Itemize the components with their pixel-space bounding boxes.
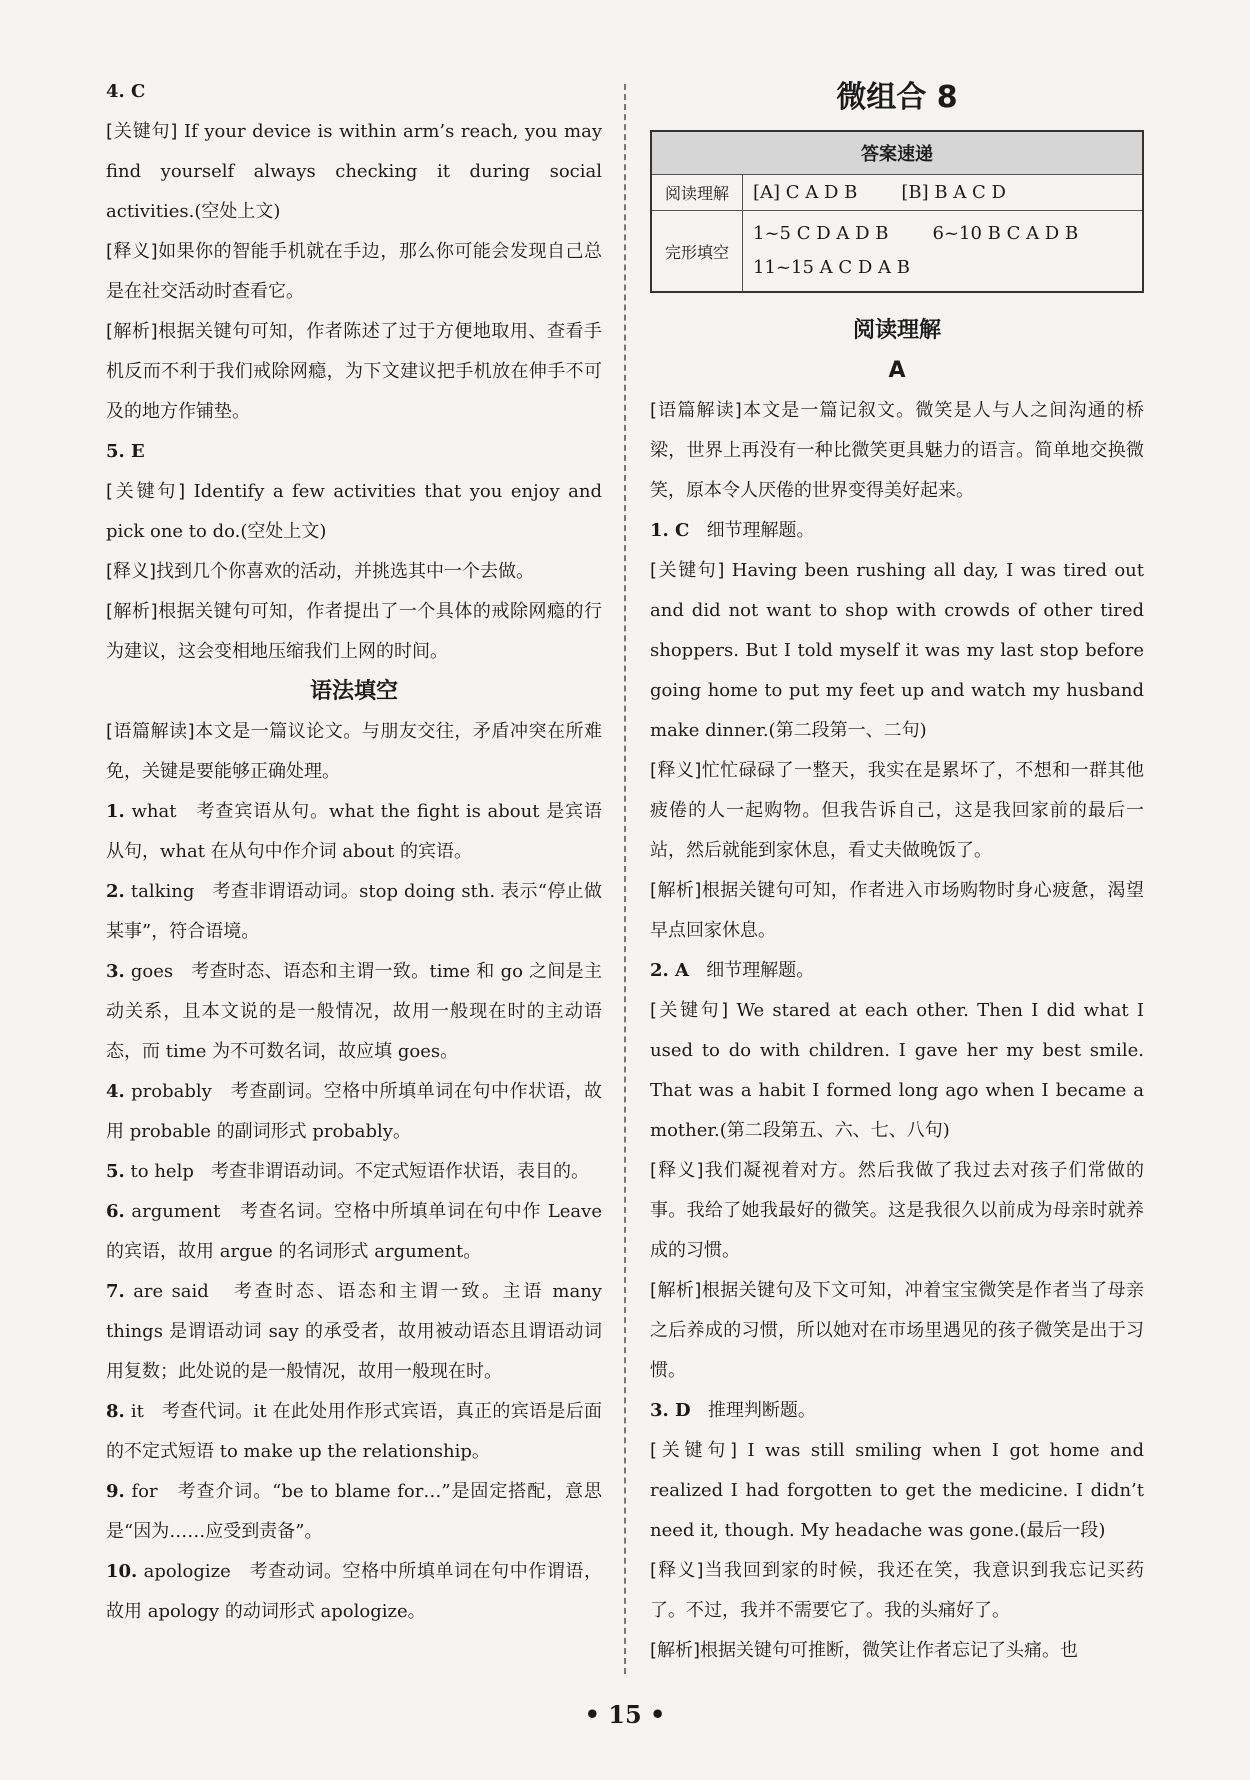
q2-title: 2. A 细节理解题。: [650, 960, 815, 981]
row-label-reading: 阅读理解: [651, 175, 743, 211]
grammar-passage-reading: [语篇解读]本文是一篇议论文。与朋友交往，矛盾冲突在所难免，关键是要能够正确处理。: [106, 721, 603, 782]
q1-analysis: [解析]根据关键句可知，作者进入市场购物时身心疲惫，渴望早点回家休息。: [650, 880, 1144, 941]
grammar-item: 4. probably 考查副词。空格中所填单词在句中作状语，故用 probable 的副词形式 probably。: [106, 1081, 603, 1142]
q1-title: 1. C 细节理解题。: [650, 520, 815, 541]
grammar-item: 8. it 考查代词。it 在此处用作形式宾语，真正的宾语是后面的不定式短语 to make up the relationship。: [106, 1401, 602, 1462]
q3-title: 3. D 推理判断题。: [650, 1400, 816, 1421]
q1-translation: [释义]忙忙碌碌了一整天，我实在是累坏了，不想和一群其他疲倦的人一起购物。但我告诉自己，这是我回家前的最后一站，然后就能到家休息，看丈夫做晚饭了。: [650, 760, 1144, 861]
q5-key-sentence: [关键句] Identify a few activities that you enjoy and pick one to do.(空处上文): [106, 481, 603, 542]
table-row: [651, 211, 1143, 293]
q4-key-sentence: [关键句] If your device is within arm’s reach, you may find yourself always checking it during social activities.(空处上文): [106, 121, 603, 222]
answer-table-header: 答案速递: [651, 131, 1143, 175]
q2-translation: [释义]我们凝视着对方。然后我做了我过去对孩子们常做的事。我给了她我最好的微笑。这是我很久以前成为母亲时就养成的习惯。: [650, 1160, 1145, 1261]
q2-analysis: [解析]根据关键句及下文可知，冲着宝宝微笑是作者当了母亲之后养成的习惯，所以她对在市场里遇见的孩子微笑是出于习惯。: [650, 1280, 1144, 1381]
grammar-item: 7. are said 考查时态、语态和主谓一致。主语 many things 是谓语动词 say 的承受者，故用被动语态且谓语动词用复数；此处说的是一般情况，故用一般现在时。: [106, 1281, 602, 1382]
grammar-item: 10. apologize 考查动词。空格中所填单词在句中作谓语，故用 apology 的动词形式 apologize。: [106, 1561, 603, 1622]
q2-key-sentence: [关键句] We stared at each other. Then I did what I used to do with children. I gave her my best smile. That was a habit I formed long ago when I became a mother.(第二段第五、六、七、八句): [650, 1000, 1144, 1141]
answer-table: [650, 130, 1144, 293]
passage-a-heading: A: [888, 358, 906, 383]
cloze-answers: 1~5 C D A D B 6~10 B C A D B 11~15 A C D A B: [743, 211, 1144, 293]
reading-heading: 阅读理解: [852, 318, 941, 343]
q5-title: 5. E: [106, 441, 145, 462]
q4-title: 4. C: [106, 81, 146, 102]
grammar-heading: 语法填空: [309, 679, 398, 704]
right-column: [650, 72, 1144, 1671]
grammar-item: 5. to help 考查非谓语动词。不定式短语作状语，表目的。: [106, 1161, 590, 1182]
q1-key-sentence: [关键句] Having been rushing all day, I was tired out and did not want to shop with crowds of other tired shoppers. But I told myself it was my last stop before going home to put my feet up and watch my husband make dinner.(第二段第一、二句): [650, 560, 1145, 741]
q5-translation: [释义]找到几个你喜欢的活动，并挑选其中一个去做。: [106, 561, 535, 582]
column-divider: [624, 84, 626, 1674]
grammar-item: 9. for 考查介词。“be to blame for…”是固定搭配，意思是“因为……应受到责备”。: [106, 1481, 602, 1542]
q4-analysis: [解析]根据关键句可知，作者陈述了过于方便地取用、查看手机反而不利于我们戒除网瘾，为下文建议把手机放在伸手不可及的地方作铺垫。: [106, 321, 603, 422]
passage-reading: [语篇解读]本文是一篇记叙文。微笑是人与人之间沟通的桥梁，世界上再没有一种比微笑更具魅力的语言。简单地交换微笑，原本令人厌倦的世界变得美好起来。: [650, 400, 1145, 501]
q3-key-sentence: [关键句] I was still smiling when I got home and realized I had forgotten to get the medicine. I didn’t need it, though. My headache was gone.(最后一段): [650, 1440, 1145, 1541]
q4-translation: [释义]如果你的智能手机就在手边，那么你可能会发现自己总是在社交活动时查看它。: [106, 241, 603, 302]
grammar-item: 6. argument 考查名词。空格中所填单词在句中作 Leave 的宾语，故用 argue 的名词形式 argument。: [106, 1201, 602, 1262]
reading-answers: [A] C A D B [B] B A C D: [743, 175, 1144, 211]
grammar-item: 3. goes 考查时态、语态和主谓一致。time 和 go 之间是主动关系，且本文说的是一般情况，故用一般现在时的主动语态，而 time 为不可数名词，故应填 goes。: [106, 961, 603, 1062]
page-number: • 15 •: [584, 1700, 666, 1729]
section-title: 微组合 8: [836, 80, 958, 115]
q3-translation: [释义]当我回到家的时候，我还在笑，我意识到我忘记买药了。不过，我并不需要它了。我的头痛好了。: [650, 1560, 1145, 1621]
left-column: [106, 72, 602, 1632]
q3-analysis: [解析]根据关键句可推断，微笑让作者忘记了头痛。也: [650, 1640, 1079, 1661]
q5-analysis: [解析]根据关键句可知，作者提出了一个具体的戒除网瘾的行为建议，这会变相地压缩我们上网的时间。: [106, 601, 603, 662]
table-row: [651, 175, 1143, 211]
grammar-item: 2. talking 考查非谓语动词。stop doing sth. 表示“停止做某事”，符合语境。: [106, 881, 602, 942]
row-label-cloze: 完形填空: [651, 211, 743, 293]
grammar-item: 1. what 考查宾语从句。what the fight is about 是宾语从句，what 在从句中作介词 about 的宾语。: [106, 801, 602, 862]
